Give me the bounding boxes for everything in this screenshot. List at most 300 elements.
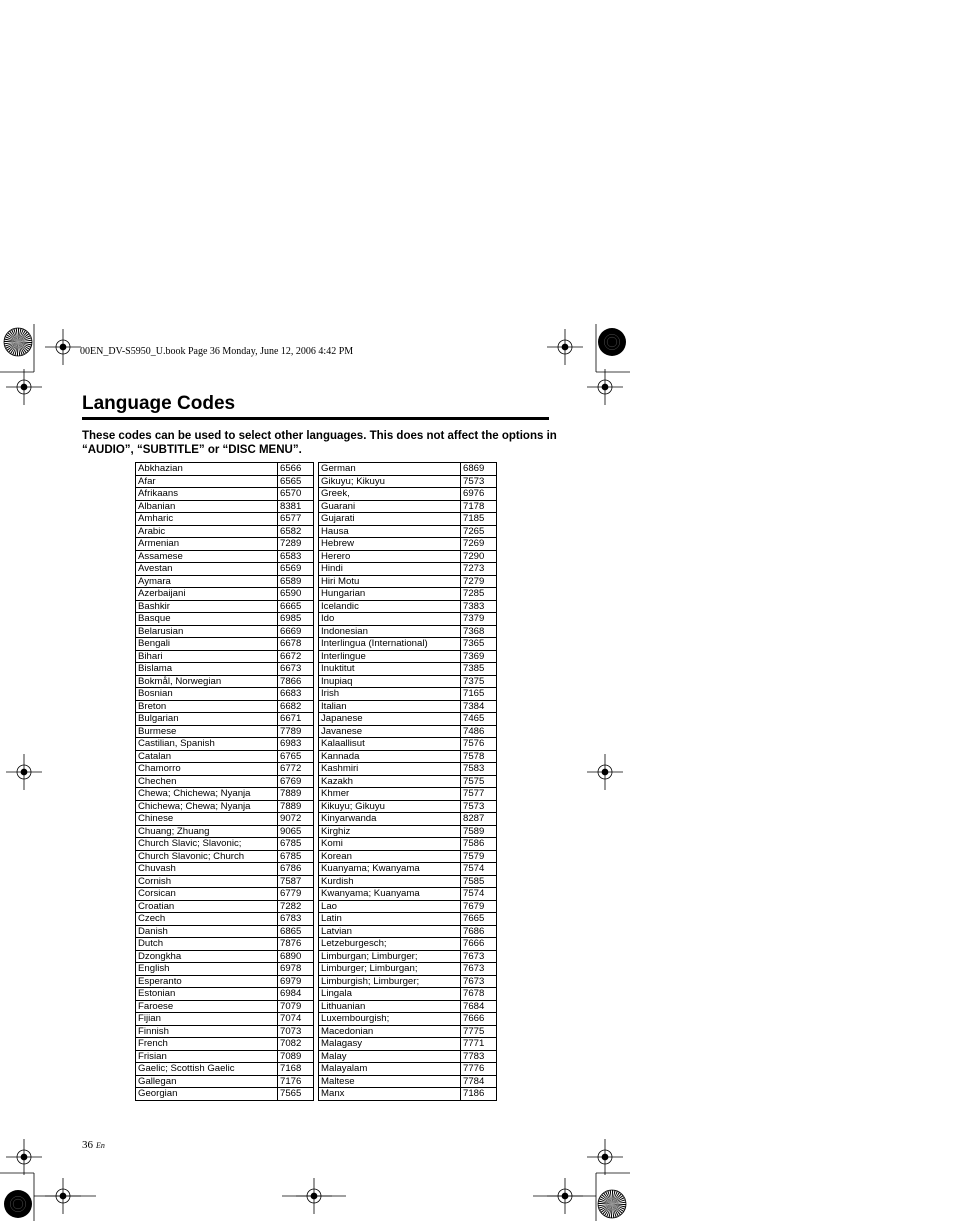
language-code: 7089	[278, 1050, 314, 1063]
language-name: Georgian	[136, 1088, 278, 1101]
language-code: 7385	[461, 663, 497, 676]
language-name: French	[136, 1038, 278, 1051]
language-name: Malagasy	[319, 1038, 461, 1051]
language-name: Kurdish	[319, 875, 461, 888]
language-code: 6678	[278, 638, 314, 651]
language-name: Malayalam	[319, 1063, 461, 1076]
language-name: Burmese	[136, 725, 278, 738]
language-name: Belarusian	[136, 625, 278, 638]
registration-dark-circle-icon	[598, 328, 626, 356]
table-row	[136, 1088, 314, 1101]
table-row	[136, 1038, 314, 1051]
table-row	[319, 850, 497, 863]
table-row	[136, 888, 314, 901]
table-row	[136, 750, 314, 763]
language-name: Manx	[319, 1088, 461, 1101]
language-code: 7876	[278, 938, 314, 951]
language-code: 7686	[461, 925, 497, 938]
language-code: 6672	[278, 650, 314, 663]
language-name: Czech	[136, 913, 278, 926]
table-row	[136, 538, 314, 551]
language-code: 7587	[278, 875, 314, 888]
language-name: Letzeburgesch;	[319, 938, 461, 951]
language-name: Basque	[136, 613, 278, 626]
language-name: Afar	[136, 475, 278, 488]
table-row	[319, 913, 497, 926]
table-row	[319, 738, 497, 751]
language-name: Japanese	[319, 713, 461, 726]
table-row	[319, 488, 497, 501]
table-row	[136, 463, 314, 476]
table-row	[319, 638, 497, 651]
language-name: Limburgish; Limburger;	[319, 975, 461, 988]
language-name: Luxembourgish;	[319, 1013, 461, 1026]
language-name: Albanian	[136, 500, 278, 513]
table-row	[319, 1050, 497, 1063]
table-row	[319, 963, 497, 976]
language-name: Hiri Motu	[319, 575, 461, 588]
language-code: 7265	[461, 525, 497, 538]
table-row	[319, 588, 497, 601]
language-name: Kwanyama; Kuanyama	[319, 888, 461, 901]
language-code: 6570	[278, 488, 314, 501]
table-row	[136, 838, 314, 851]
language-code: 7673	[461, 950, 497, 963]
language-name: Bihari	[136, 650, 278, 663]
language-code: 7586	[461, 838, 497, 851]
language-code: 7666	[461, 938, 497, 951]
language-code: 7589	[461, 825, 497, 838]
language-name: Indonesian	[319, 625, 461, 638]
language-code: 7673	[461, 975, 497, 988]
language-code: 6785	[278, 850, 314, 863]
language-code: 6772	[278, 763, 314, 776]
language-name: Faroese	[136, 1000, 278, 1013]
language-name: Bengali	[136, 638, 278, 651]
language-code: 6785	[278, 838, 314, 851]
table-row	[319, 550, 497, 563]
registration-crosshair-icon	[587, 369, 623, 405]
language-code: 7289	[278, 538, 314, 551]
language-code: 6983	[278, 738, 314, 751]
language-name: Latin	[319, 913, 461, 926]
language-name: Icelandic	[319, 600, 461, 613]
language-code: 6765	[278, 750, 314, 763]
language-name: Amharic	[136, 513, 278, 526]
table-row	[319, 813, 497, 826]
registration-starburst-icon	[598, 1190, 626, 1218]
language-code: 6683	[278, 688, 314, 701]
language-name: Afrikaans	[136, 488, 278, 501]
language-code: 7185	[461, 513, 497, 526]
language-code: 7282	[278, 900, 314, 913]
language-name: Kazakh	[319, 775, 461, 788]
language-code: 7889	[278, 800, 314, 813]
table-row	[319, 500, 497, 513]
language-code: 7577	[461, 788, 497, 801]
registration-crosshair-icon	[45, 329, 81, 365]
language-name: Bulgarian	[136, 713, 278, 726]
language-code-table-left	[135, 462, 314, 1101]
language-code: 7578	[461, 750, 497, 763]
table-row	[136, 588, 314, 601]
language-code: 6565	[278, 475, 314, 488]
table-row	[319, 700, 497, 713]
language-code: 7574	[461, 888, 497, 901]
language-code: 6682	[278, 700, 314, 713]
language-code: 7574	[461, 863, 497, 876]
language-code: 8287	[461, 813, 497, 826]
table-row	[319, 1013, 497, 1026]
language-name: Breton	[136, 700, 278, 713]
language-code: 6665	[278, 600, 314, 613]
table-row	[319, 1025, 497, 1038]
language-code: 6779	[278, 888, 314, 901]
table-row	[319, 513, 497, 526]
page-title: Language Codes	[82, 393, 236, 414]
language-name: Avestan	[136, 563, 278, 576]
language-name: Interlingue	[319, 650, 461, 663]
registration-crosshair-icon	[587, 1139, 623, 1175]
language-name: Kikuyu; Gikuyu	[319, 800, 461, 813]
language-name: Lithuanian	[319, 1000, 461, 1013]
table-row	[319, 563, 497, 576]
table-row	[136, 488, 314, 501]
language-name: Finnish	[136, 1025, 278, 1038]
book-header-line: 00EN_DV-S5950_U.book Page 36 Monday, June 12, 2006 4:42 PM	[80, 346, 354, 357]
table-row	[136, 625, 314, 638]
language-code: 7079	[278, 1000, 314, 1013]
language-name: Fijian	[136, 1013, 278, 1026]
table-row	[136, 988, 314, 1001]
language-code: 9072	[278, 813, 314, 826]
language-name: Corsican	[136, 888, 278, 901]
table-row	[136, 863, 314, 876]
language-name: Kannada	[319, 750, 461, 763]
table-row	[136, 650, 314, 663]
language-name: Danish	[136, 925, 278, 938]
language-code: 7575	[461, 775, 497, 788]
language-name: Hindi	[319, 563, 461, 576]
language-name: Gallegan	[136, 1075, 278, 1088]
table-row	[319, 975, 497, 988]
language-code: 6673	[278, 663, 314, 676]
table-row	[136, 1013, 314, 1026]
language-name: Bosnian	[136, 688, 278, 701]
table-row	[136, 688, 314, 701]
table-row	[319, 750, 497, 763]
language-code: 7576	[461, 738, 497, 751]
table-row	[319, 650, 497, 663]
table-row	[136, 550, 314, 563]
language-name: Hungarian	[319, 588, 461, 601]
language-code: 6786	[278, 863, 314, 876]
language-code: 7866	[278, 675, 314, 688]
table-row	[319, 1038, 497, 1051]
language-code: 7168	[278, 1063, 314, 1076]
language-code: 7465	[461, 713, 497, 726]
language-code: 7384	[461, 700, 497, 713]
table-row	[319, 475, 497, 488]
language-name: Lao	[319, 900, 461, 913]
language-code: 6582	[278, 525, 314, 538]
language-code: 7176	[278, 1075, 314, 1088]
language-code: 7783	[461, 1050, 497, 1063]
table-row	[319, 463, 497, 476]
table-row	[319, 863, 497, 876]
language-name: Chamorro	[136, 763, 278, 776]
language-code: 6979	[278, 975, 314, 988]
table-row	[319, 613, 497, 626]
table-row	[136, 963, 314, 976]
language-name: Korean	[319, 850, 461, 863]
table-row	[136, 1075, 314, 1088]
language-code: 6869	[461, 463, 497, 476]
registration-crosshair-icon	[6, 754, 42, 790]
language-code: 9065	[278, 825, 314, 838]
table-row	[136, 738, 314, 751]
language-code: 7285	[461, 588, 497, 601]
language-code: 8381	[278, 500, 314, 513]
table-row	[319, 938, 497, 951]
language-code: 7368	[461, 625, 497, 638]
language-code: 7889	[278, 788, 314, 801]
language-name: Kalaallisut	[319, 738, 461, 751]
language-name: Church Slavonic; Church	[136, 850, 278, 863]
table-row	[319, 925, 497, 938]
language-code: 7279	[461, 575, 497, 588]
table-row	[319, 575, 497, 588]
language-name: Javanese	[319, 725, 461, 738]
page-language-suffix: En	[96, 1141, 105, 1150]
language-name: Gaelic; Scottish Gaelic	[136, 1063, 278, 1076]
language-code: 6985	[278, 613, 314, 626]
language-code: 7579	[461, 850, 497, 863]
language-code: 7684	[461, 1000, 497, 1013]
table-row	[136, 813, 314, 826]
table-row	[136, 1025, 314, 1038]
language-code: 7789	[278, 725, 314, 738]
table-row	[319, 900, 497, 913]
registration-crosshair-icon	[587, 754, 623, 790]
language-code: 7165	[461, 688, 497, 701]
language-code: 6569	[278, 563, 314, 576]
registration-dark-circle-icon	[4, 1190, 32, 1218]
language-name: Bashkir	[136, 600, 278, 613]
language-code-table-right	[318, 462, 497, 1101]
table-row	[319, 688, 497, 701]
language-name: Chuang; Zhuang	[136, 825, 278, 838]
language-name: Kirghiz	[319, 825, 461, 838]
language-name: Chichewa; Chewa; Nyanja	[136, 800, 278, 813]
language-name: Hausa	[319, 525, 461, 538]
table-row	[136, 875, 314, 888]
language-name: Chinese	[136, 813, 278, 826]
language-name: Khmer	[319, 788, 461, 801]
table-row	[136, 900, 314, 913]
table-row	[319, 1088, 497, 1101]
language-name: Greek,	[319, 488, 461, 501]
language-name: Inupiaq	[319, 675, 461, 688]
language-name: Arabic	[136, 525, 278, 538]
table-row	[136, 563, 314, 576]
table-row	[136, 825, 314, 838]
intro-text: These codes can be used to select other languages. This does not affect the options in “AUDIO”, “SUBTITLE” or “DISC MENU”.	[82, 430, 557, 456]
table-row	[136, 850, 314, 863]
language-name: Limburger; Limburgan;	[319, 963, 461, 976]
language-code: 6783	[278, 913, 314, 926]
table-row	[136, 500, 314, 513]
table-row	[136, 800, 314, 813]
language-code: 7585	[461, 875, 497, 888]
language-name: Gujarati	[319, 513, 461, 526]
language-name: Limburgan; Limburger;	[319, 950, 461, 963]
language-code: 7486	[461, 725, 497, 738]
language-name: Kuanyama; Kwanyama	[319, 863, 461, 876]
table-row	[319, 800, 497, 813]
table-row	[136, 513, 314, 526]
language-code: 7673	[461, 963, 497, 976]
language-code: 6865	[278, 925, 314, 938]
table-row	[136, 950, 314, 963]
table-row	[136, 663, 314, 676]
language-name: Chechen	[136, 775, 278, 788]
language-name: Bislama	[136, 663, 278, 676]
table-row	[136, 925, 314, 938]
language-name: Herero	[319, 550, 461, 563]
table-row	[319, 788, 497, 801]
table-row	[319, 675, 497, 688]
language-code: 7073	[278, 1025, 314, 1038]
language-code: 7775	[461, 1025, 497, 1038]
language-name: Italian	[319, 700, 461, 713]
table-row	[136, 525, 314, 538]
language-code: 7178	[461, 500, 497, 513]
language-name: Aymara	[136, 575, 278, 588]
language-code: 7074	[278, 1013, 314, 1026]
language-name: Chewa; Chichewa; Nyanja	[136, 788, 278, 801]
table-row	[136, 613, 314, 626]
table-row	[319, 763, 497, 776]
table-row	[319, 625, 497, 638]
language-name: Kashmiri	[319, 763, 461, 776]
language-code: 6566	[278, 463, 314, 476]
language-code: 7583	[461, 763, 497, 776]
table-row	[136, 775, 314, 788]
language-code: 7186	[461, 1088, 497, 1101]
language-name: Abkhazian	[136, 463, 278, 476]
language-name: Hebrew	[319, 538, 461, 551]
table-row	[136, 1063, 314, 1076]
page-number-value: 36	[82, 1139, 93, 1151]
language-code: 7666	[461, 1013, 497, 1026]
language-name: Ido	[319, 613, 461, 626]
language-name: Armenian	[136, 538, 278, 551]
language-name: Kinyarwanda	[319, 813, 461, 826]
language-name: Lingala	[319, 988, 461, 1001]
table-row	[136, 1050, 314, 1063]
language-name: Chuvash	[136, 863, 278, 876]
language-code: 6583	[278, 550, 314, 563]
language-name: Cornish	[136, 875, 278, 888]
language-name: Macedonian	[319, 1025, 461, 1038]
language-code: 7678	[461, 988, 497, 1001]
language-code: 7776	[461, 1063, 497, 1076]
language-code: 6671	[278, 713, 314, 726]
language-code: 7565	[278, 1088, 314, 1101]
table-row	[319, 825, 497, 838]
title-rule	[82, 417, 549, 420]
language-code: 7082	[278, 1038, 314, 1051]
table-row	[319, 775, 497, 788]
table-row	[319, 538, 497, 551]
table-row	[319, 1063, 497, 1076]
language-name: Malay	[319, 1050, 461, 1063]
language-name: Maltese	[319, 1075, 461, 1088]
language-name: Irish	[319, 688, 461, 701]
language-code: 6589	[278, 575, 314, 588]
table-row	[319, 988, 497, 1001]
table-row	[136, 938, 314, 951]
table-row	[319, 725, 497, 738]
table-row	[136, 725, 314, 738]
language-name: Catalan	[136, 750, 278, 763]
table-row	[136, 1000, 314, 1013]
table-row	[136, 575, 314, 588]
registration-crosshair-icon	[6, 1139, 42, 1175]
table-row	[136, 675, 314, 688]
table-row	[319, 950, 497, 963]
language-name: Dzongkha	[136, 950, 278, 963]
table-row	[136, 600, 314, 613]
language-code: 7290	[461, 550, 497, 563]
language-name: Azerbaijani	[136, 588, 278, 601]
language-code: 7379	[461, 613, 497, 626]
language-name: Inuktitut	[319, 663, 461, 676]
table-row	[319, 875, 497, 888]
language-name: Church Slavic; Slavonic;	[136, 838, 278, 851]
language-code: 6669	[278, 625, 314, 638]
table-row	[319, 600, 497, 613]
language-code: 7375	[461, 675, 497, 688]
language-code: 6577	[278, 513, 314, 526]
registration-crosshair-icon	[547, 329, 583, 365]
language-name: Dutch	[136, 938, 278, 951]
language-code: 6769	[278, 775, 314, 788]
table-row	[319, 663, 497, 676]
language-code: 6976	[461, 488, 497, 501]
language-name: German	[319, 463, 461, 476]
registration-crosshair-icon	[6, 369, 42, 405]
table-row	[136, 700, 314, 713]
language-name: Komi	[319, 838, 461, 851]
language-code: 7269	[461, 538, 497, 551]
language-name: Estonian	[136, 988, 278, 1001]
language-code: 7273	[461, 563, 497, 576]
language-name: English	[136, 963, 278, 976]
language-code: 7573	[461, 800, 497, 813]
page-number	[82, 1139, 105, 1151]
table-row	[319, 525, 497, 538]
language-name: Interlingua (International)	[319, 638, 461, 651]
language-name: Castilian, Spanish	[136, 738, 278, 751]
language-code: 7365	[461, 638, 497, 651]
table-row	[136, 713, 314, 726]
language-name: Bokmål, Norwegian	[136, 675, 278, 688]
language-code: 7383	[461, 600, 497, 613]
language-code: 6590	[278, 588, 314, 601]
language-code: 7784	[461, 1075, 497, 1088]
